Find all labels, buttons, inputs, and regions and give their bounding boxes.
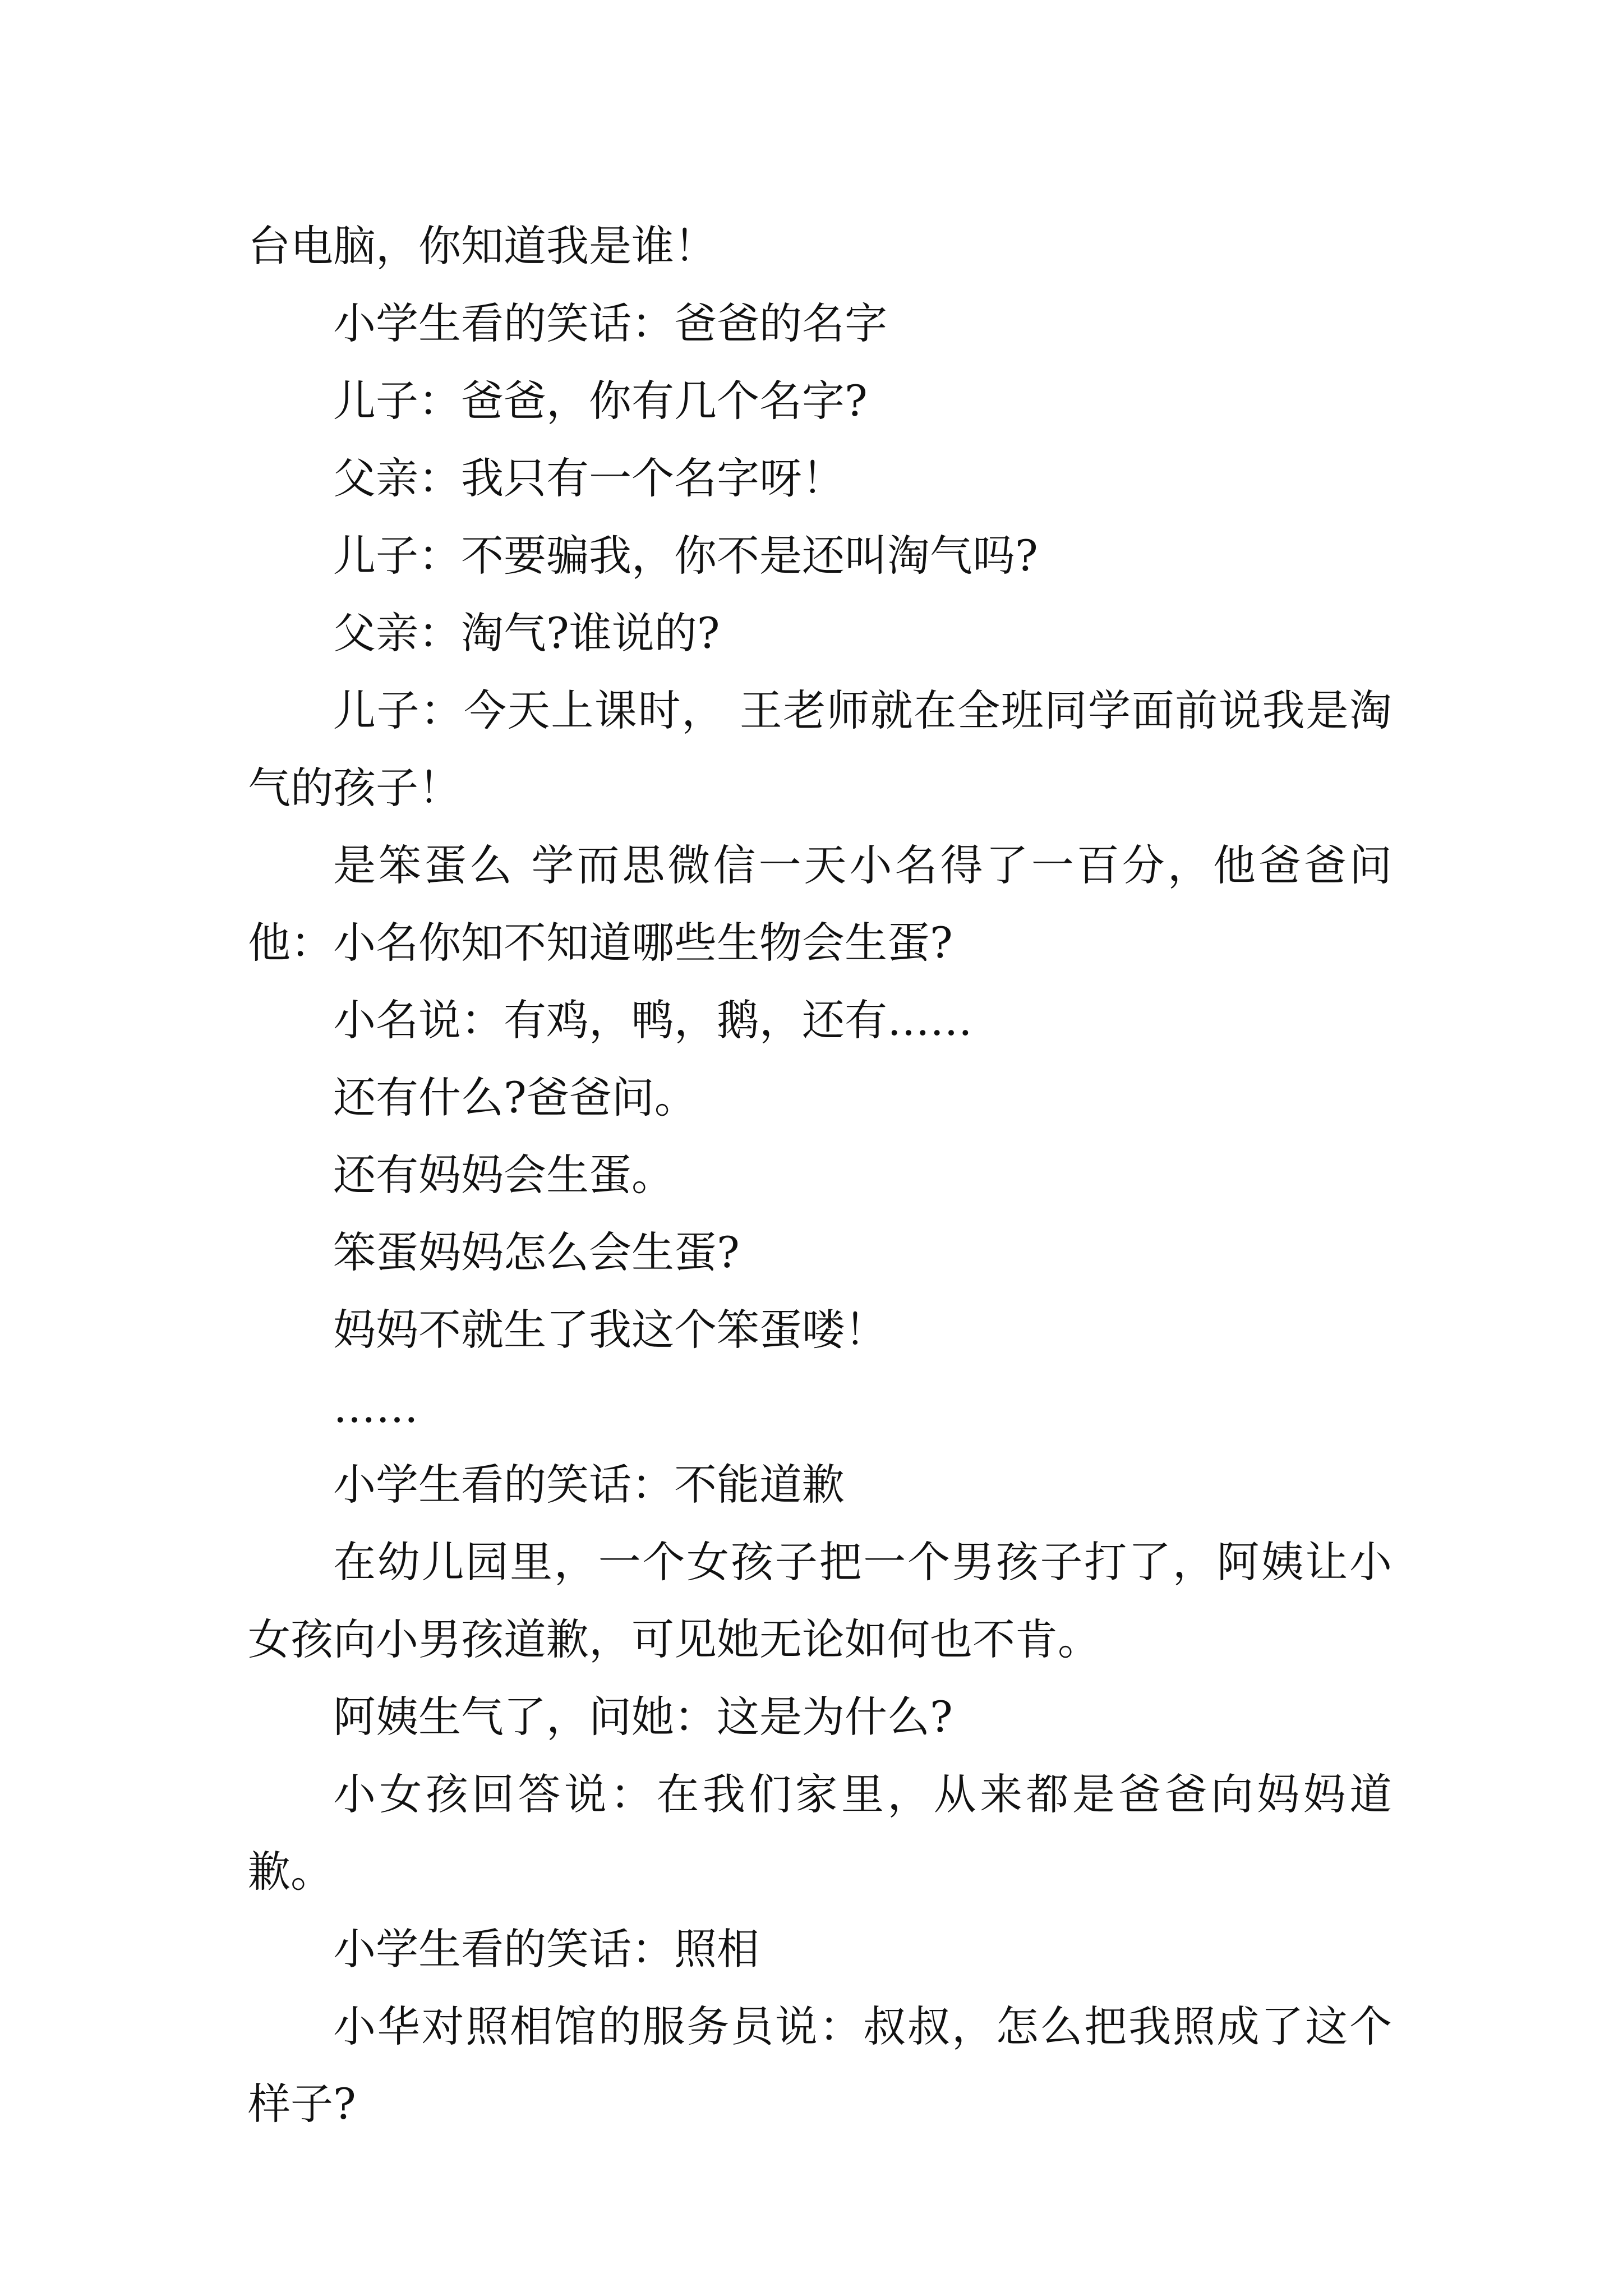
paragraph: 小女孩回答说：在我们家里，从来都是爸爸向妈妈道歉。	[248, 1769, 1392, 1897]
paragraph: 笨蛋妈妈怎么会生蛋?	[333, 1227, 740, 1277]
paragraph: 是笨蛋么 学而思微信一天小名得了一百分，他爸爸问他：小名你知不知道哪些生物会生蛋?	[248, 840, 1392, 968]
paragraph: 父亲：淘气?谁说的?	[333, 608, 720, 658]
section-heading: 小学生看的笑话：照相	[333, 1924, 759, 1974]
paragraph: 父亲：我只有一个名字呀！	[333, 453, 845, 503]
paragraph: 还有妈妈会生蛋。	[333, 1150, 674, 1200]
paragraph: 儿子：爸爸，你有几个名字?	[333, 376, 868, 426]
paragraph: 台电脑，你知道我是谁！	[248, 221, 717, 271]
paragraph: 儿子：不要骗我，你不是还叫淘气吗?	[333, 531, 1038, 581]
section-heading: 小学生看的笑话：爸爸的名字	[333, 298, 887, 348]
paragraph: 还有什么?爸爸问。	[333, 1073, 697, 1122]
paragraph: 小华对照相馆的服务员说：叔叔，怎么把我照成了这个样子?	[248, 2001, 1392, 2129]
paragraph: 儿子：今天上课时， 王老师就在全班同学面前说我是淘气的孩子！	[248, 685, 1392, 813]
paragraph: 阿姨生气了，问她：这是为什么?	[333, 1692, 953, 1742]
paragraph: 小名说：有鸡，鸭，鹅，还有……	[333, 995, 972, 1045]
document-body	[248, 208, 1392, 2143]
paragraph: 在幼儿园里，一个女孩子把一个男孩子打了，阿姨让小女孩向小男孩道歉，可见她无论如何也不肯。	[248, 1537, 1392, 1664]
section-heading: 小学生看的笑话：不能道歉	[333, 1460, 845, 1510]
paragraph: 妈妈不就生了我这个笨蛋喽！	[333, 1305, 887, 1355]
paragraph: ……	[333, 1382, 418, 1432]
